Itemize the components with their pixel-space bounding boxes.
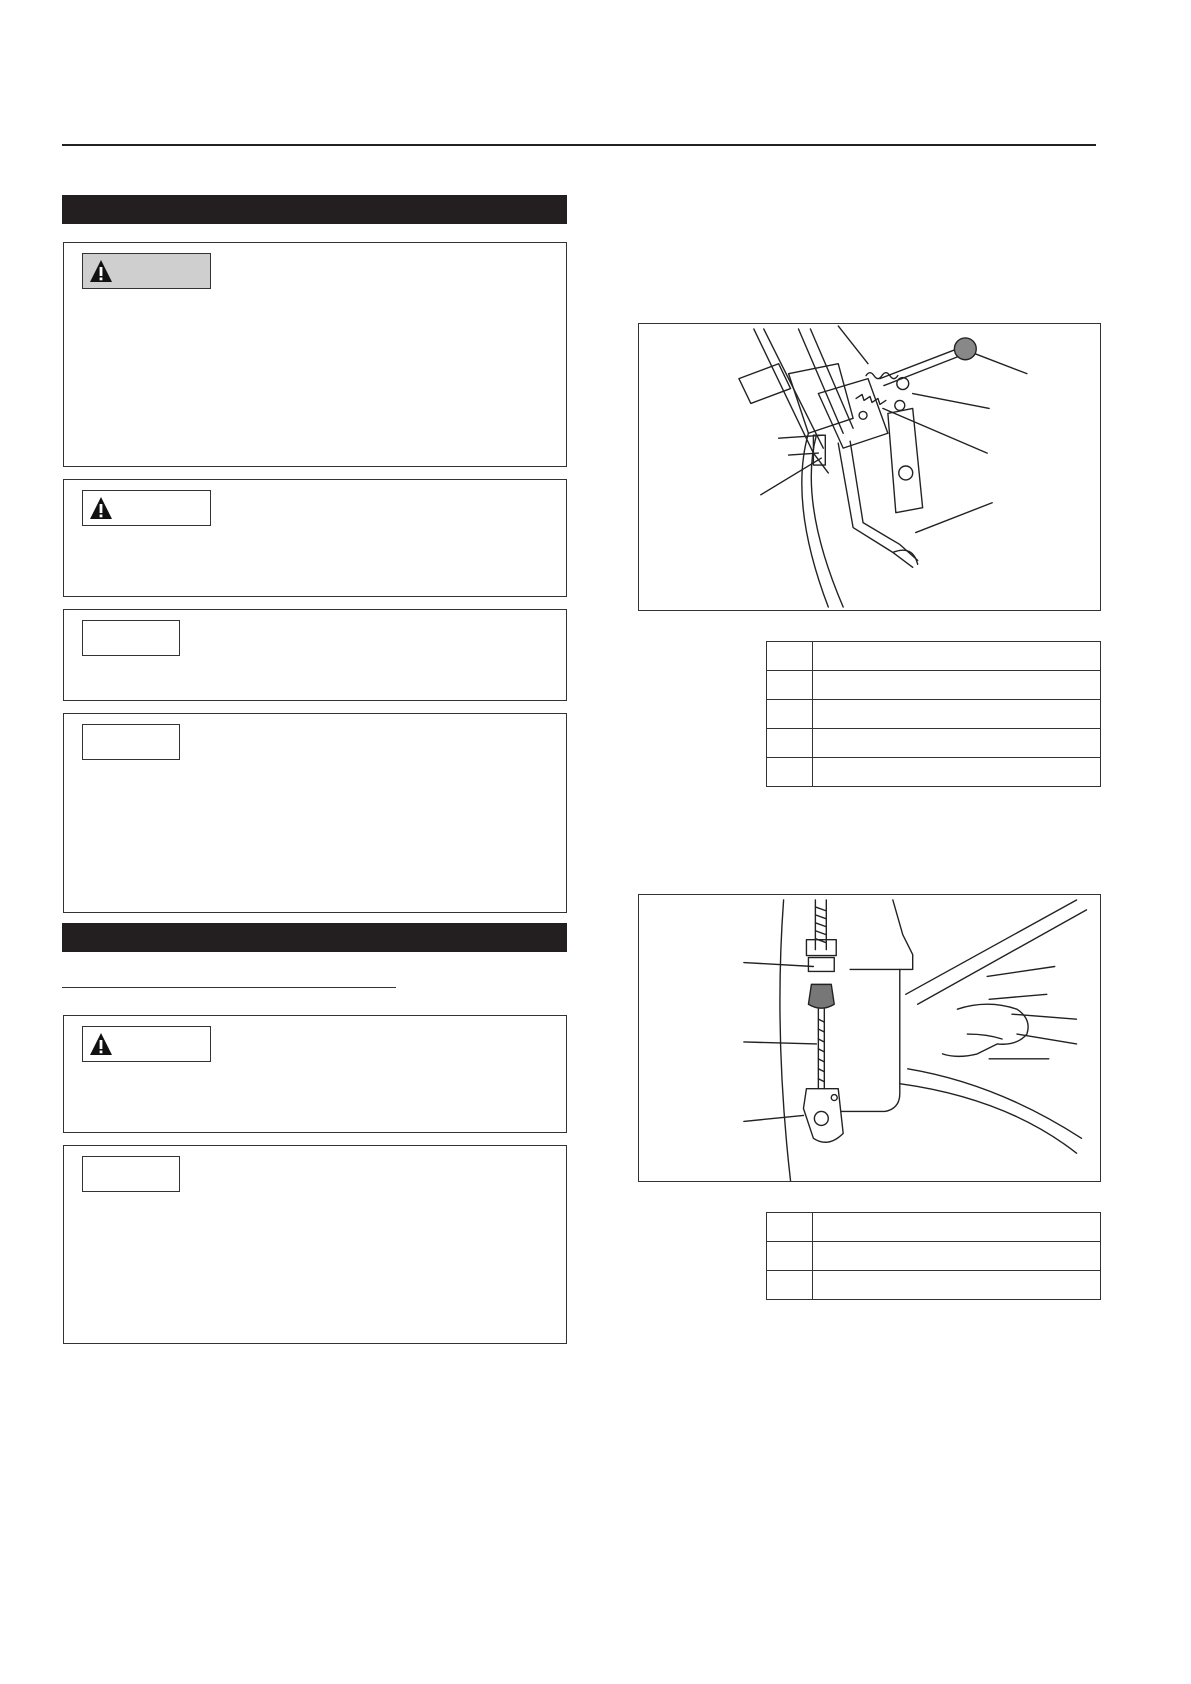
warning-triangle-icon <box>89 259 113 283</box>
legend-text <box>813 729 1101 758</box>
warning-box-2 <box>63 1015 567 1133</box>
section-title-bar <box>62 195 567 224</box>
legend-row <box>767 700 1101 729</box>
legend-text <box>813 700 1101 729</box>
legend-text <box>813 1242 1101 1271</box>
legend-row <box>767 1242 1101 1271</box>
legend-row <box>767 1213 1101 1242</box>
warning-triangle-icon <box>89 1032 113 1056</box>
note-badge <box>82 724 180 760</box>
legend-text <box>813 642 1101 671</box>
section-title-bar-2 <box>62 923 567 952</box>
note-badge-2 <box>82 1156 180 1192</box>
legend-num <box>767 642 813 671</box>
legend-num <box>767 1242 813 1271</box>
figure2-legend <box>766 1212 1101 1300</box>
legend-row <box>767 642 1101 671</box>
legend-text <box>813 758 1101 787</box>
warning-badge-2 <box>82 1026 211 1062</box>
notice-badge <box>82 620 180 656</box>
legend-row <box>767 729 1101 758</box>
danger-box <box>63 242 567 467</box>
legend-row <box>767 1271 1101 1300</box>
legend-num <box>767 671 813 700</box>
legend-row <box>767 671 1101 700</box>
figure-brake-lever <box>638 323 1101 611</box>
subheading <box>62 965 396 985</box>
legend-num <box>767 1213 813 1242</box>
legend-num <box>767 700 813 729</box>
subheading-underline <box>62 987 396 988</box>
legend-text <box>813 1271 1101 1300</box>
warning-badge <box>82 490 211 526</box>
warning-triangle-icon <box>89 496 113 520</box>
note-box <box>63 713 567 913</box>
legend-num <box>767 729 813 758</box>
legend-row <box>767 758 1101 787</box>
danger-badge <box>82 253 211 289</box>
legend-num <box>767 1271 813 1300</box>
intro-text <box>638 210 1096 290</box>
page-number <box>62 150 122 166</box>
figure1-legend <box>766 641 1101 787</box>
notice-box <box>63 609 567 701</box>
legend-text <box>813 671 1101 700</box>
legend-num <box>767 758 813 787</box>
legend-text <box>813 1213 1101 1242</box>
note-box-2 <box>63 1145 567 1344</box>
header-rule <box>62 144 1096 146</box>
warning-box <box>63 479 567 597</box>
figure-brake-cable <box>638 894 1101 1182</box>
